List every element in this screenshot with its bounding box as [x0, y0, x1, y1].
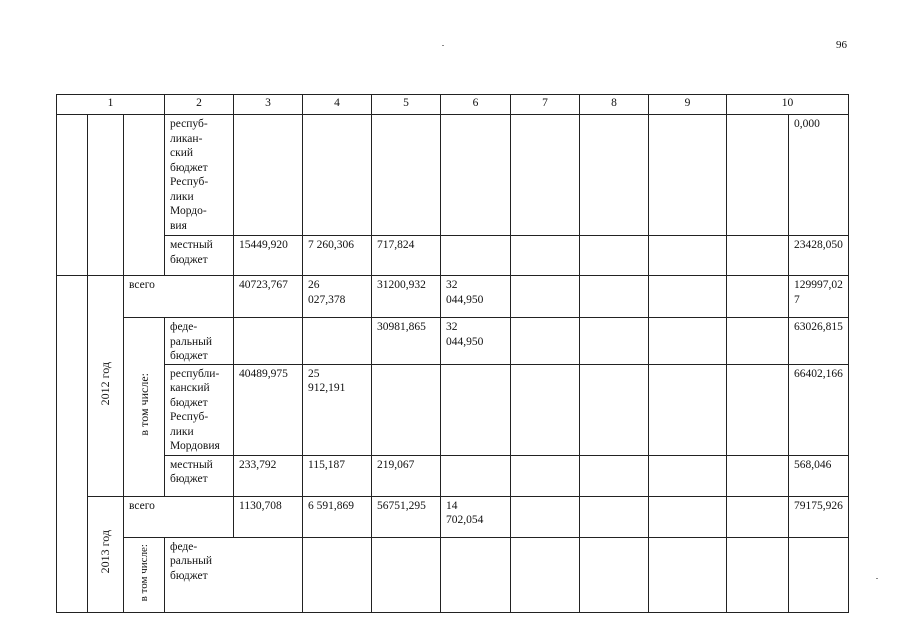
cell-c4 — [372, 115, 441, 236]
cell-c9 — [727, 276, 789, 318]
cell-c3 — [303, 318, 372, 365]
cell-c5: 32 044,950 — [441, 318, 511, 365]
row-label-total: всего — [124, 276, 234, 318]
subgroup-cell-2012 — [124, 318, 165, 497]
scan-speck — [876, 578, 878, 579]
cell-c5 — [441, 364, 511, 455]
cell-c3 — [372, 537, 441, 613]
year-cell-2012 — [88, 276, 124, 497]
cell-c6 — [511, 115, 580, 236]
table-row — [57, 236, 849, 276]
cell-c6 — [511, 496, 580, 537]
row-label-federal-budget: феде- ральный бюджет — [165, 318, 234, 365]
scan-speck — [442, 45, 444, 46]
cell-c3 — [303, 115, 372, 236]
cell-c8 — [649, 318, 727, 365]
cell-c7 — [580, 455, 649, 496]
header-row — [57, 95, 849, 115]
cell-c7 — [649, 537, 727, 613]
cell-c2 — [234, 115, 303, 236]
row-label-local-budget: местный бюджет — [165, 236, 234, 276]
budget-financing-table — [56, 94, 849, 613]
cell-c8 — [649, 115, 727, 236]
table-row — [57, 537, 849, 613]
cell-c6 — [511, 318, 580, 365]
cell-c10: 568,046 — [789, 455, 849, 496]
cell-c5 — [441, 115, 511, 236]
cell-c9 — [727, 115, 789, 236]
cell-c5: 14 702,054 — [441, 496, 511, 537]
cell-c4 — [372, 364, 441, 455]
cell-c2: 40723,767 — [234, 276, 303, 318]
cell-c9 — [727, 236, 789, 276]
cell-c7 — [580, 364, 649, 455]
year-label: 2012 год — [98, 361, 112, 406]
header-col-9: 9 — [649, 95, 727, 115]
table-row — [57, 115, 849, 236]
cell-c6 — [511, 236, 580, 276]
blank-outer-cell — [57, 276, 88, 613]
cell-c10: 0,000 — [789, 115, 849, 236]
header-col-8: 8 — [580, 95, 649, 115]
header-col-6: 6 — [441, 95, 511, 115]
cell-c6 — [580, 537, 649, 613]
cell-c9 — [789, 537, 849, 613]
row-label-total: всего — [124, 496, 234, 537]
cell-c3: 6 591,869 — [303, 496, 372, 537]
cell-c2: 40489,975 — [234, 364, 303, 455]
cell-c3: 25 912,191 — [303, 364, 372, 455]
cell-c4: 56751,295 — [372, 496, 441, 537]
blank-outer-cell — [57, 115, 88, 276]
cell-c10: 79175,926 — [789, 496, 849, 537]
year-label: 2013 год — [98, 530, 112, 574]
page-number: 96 — [836, 39, 847, 51]
cell-c10: 129997,027 — [789, 276, 849, 318]
cell-c6 — [511, 276, 580, 318]
cell-c5: 32 044,950 — [441, 276, 511, 318]
row-label-federal-budget: феде- ральный бюджет — [165, 537, 303, 613]
cell-c8 — [649, 236, 727, 276]
subgroup-cell-2013 — [124, 537, 165, 613]
cell-c7 — [580, 496, 649, 537]
cell-c10: 63026,815 — [789, 318, 849, 365]
cell-c8 — [649, 455, 727, 496]
cell-c2 — [303, 537, 372, 613]
header-col-7: 7 — [511, 95, 580, 115]
cell-c8 — [727, 537, 789, 613]
header-col-2: 2 — [165, 95, 234, 115]
cell-c4 — [441, 537, 511, 613]
cell-c4: 717,824 — [372, 236, 441, 276]
table-row — [57, 364, 849, 455]
cell-c9 — [727, 455, 789, 496]
cell-c7 — [580, 115, 649, 236]
cell-c10: 23428,050 — [789, 236, 849, 276]
header-col-10: 10 — [727, 95, 849, 115]
cell-c6 — [511, 364, 580, 455]
cell-c10: 66402,166 — [789, 364, 849, 455]
cell-c3: 115,187 — [303, 455, 372, 496]
cell-c3: 7 260,306 — [303, 236, 372, 276]
table-row — [57, 318, 849, 365]
cell-c7 — [580, 318, 649, 365]
row-label-republican-budget: республи- канский бюджет Респуб- лики Мордовия — [165, 364, 234, 455]
table-row — [57, 276, 849, 318]
table-row — [57, 496, 849, 537]
row-label-republican-budget: респуб- ликан- ский бюджет Респуб- лики Мордо- вия — [165, 115, 234, 236]
cell-c9 — [727, 364, 789, 455]
subgroup-label: в том числе: — [138, 543, 150, 602]
cell-c4: 219,067 — [372, 455, 441, 496]
cell-c5 — [511, 537, 580, 613]
cell-c8 — [649, 364, 727, 455]
header-col-5: 5 — [372, 95, 441, 115]
cell-c2: 1130,708 — [234, 496, 303, 537]
header-col-1: 1 — [57, 95, 165, 115]
cell-c2 — [234, 318, 303, 365]
year-cell-continued — [88, 115, 124, 276]
cell-c8 — [649, 496, 727, 537]
cell-c2: 233,792 — [234, 455, 303, 496]
row-label-local-budget: местный бюджет — [165, 455, 234, 496]
cell-c2: 15449,920 — [234, 236, 303, 276]
year-cell-2013 — [88, 496, 124, 613]
cell-c5 — [441, 236, 511, 276]
cell-c3: 26 027,378 — [303, 276, 372, 318]
header-col-3: 3 — [234, 95, 303, 115]
cell-c7 — [580, 236, 649, 276]
cell-c6 — [511, 455, 580, 496]
subgroup-label: в том числе: — [136, 373, 151, 436]
subgroup-cell-continued — [124, 115, 165, 276]
cell-c9 — [727, 496, 789, 537]
header-col-4: 4 — [303, 95, 372, 115]
cell-c5 — [441, 455, 511, 496]
cell-c9 — [727, 318, 789, 365]
cell-c4: 31200,932 — [372, 276, 441, 318]
cell-c7 — [580, 276, 649, 318]
cell-c8 — [649, 276, 727, 318]
cell-c4: 30981,865 — [372, 318, 441, 365]
table-row — [57, 455, 849, 496]
